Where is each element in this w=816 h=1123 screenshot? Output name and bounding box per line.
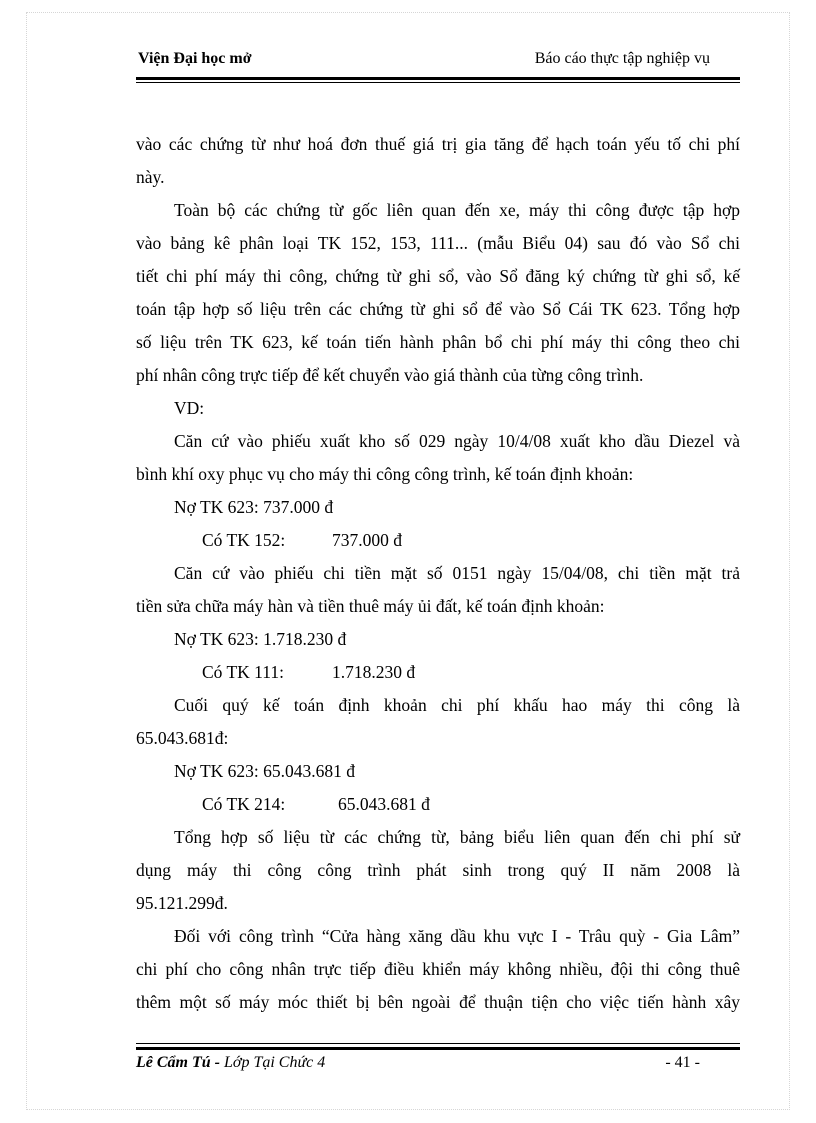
text-line: Tổng hợp số liệu từ các chứng từ, bảng biểu liên quan đến chi phí sử: [174, 827, 740, 847]
text-line: này.: [136, 167, 165, 187]
journal-credit-3: [202, 788, 602, 820]
page-number: - 41 -: [665, 1054, 700, 1071]
text-line: Cuối quý kế toán định khoản chi phí khấu hao máy thi công là: [174, 695, 740, 715]
text-line: toán tập hợp số liệu trên các chứng từ ghi sổ để vào Sổ Cái TK 623. Tổng hợp: [136, 299, 740, 319]
journal-credit-account: Có TK 214:: [202, 794, 286, 814]
footer-author: [136, 1054, 325, 1072]
text-line: phí nhân công trực tiếp để kết chuyển vào giá thành của từng công trình.: [136, 365, 644, 385]
text-line: Căn cứ vào phiếu chi tiền mặt số 0151 ngày 15/04/08, chi tiền mặt trả: [174, 563, 740, 583]
text-line: Toàn bộ các chứng từ gốc liên quan đến xe, máy thi công được tập hợp: [174, 200, 740, 220]
page-header: [136, 48, 740, 72]
footer-rule-thin: [136, 1043, 740, 1044]
text-line: vào các chứng từ như hoá đơn thuế giá trị gia tăng để hạch toán yếu tố chi phí: [136, 134, 740, 154]
text-line: dụng máy thi công công trình phát sinh trong quý II năm 2008 là: [136, 860, 740, 880]
text-line: tiền sửa chữa máy hàn và tiền thuê máy ủi đất, kế toán định khoản:: [136, 596, 605, 616]
journal-credit-amount: 65.043.681 đ: [338, 794, 430, 814]
text-line: 95.121.299đ.: [136, 893, 228, 913]
footer-author-name: Lê Cẩm Tú -: [136, 1054, 224, 1071]
journal-debit-3: Nợ TK 623: 65.043.681 đ: [174, 761, 356, 781]
header-rule-thick: [136, 77, 740, 80]
text-line: số liệu trên TK 623, kế toán tiến hành phân bổ chi phí máy thi công theo chi: [136, 332, 740, 352]
journal-credit-account: Có TK 152:: [202, 530, 286, 550]
text-line: Căn cứ vào phiếu xuất kho số 029 ngày 10/4/08 xuất kho dầu Diezel và: [174, 431, 740, 451]
text-line: chi phí cho công nhân trực tiếp điều khiển máy không nhiều, đội thi công thuê: [136, 959, 740, 979]
text-line: 65.043.681đ:: [136, 728, 229, 748]
header-rule-thin: [136, 82, 740, 83]
journal-credit-1: [202, 524, 602, 556]
text-line: vào bảng kê phân loại TK 152, 153, 111... (mẫu Biểu 04) sau đó vào Sổ chi: [136, 233, 740, 253]
text-line: thêm một số máy móc thiết bị bên ngoài để thuận tiện cho việc tiến hành xây: [136, 992, 740, 1012]
text-line: Đối với công trình “Cửa hàng xăng dầu khu vực I - Trâu quỳ - Gia Lâm”: [174, 926, 740, 946]
header-institution: Viện Đại học mở: [138, 50, 252, 67]
journal-credit-amount: 737.000 đ: [332, 530, 402, 550]
journal-credit-account: Có TK 111:: [202, 662, 284, 682]
header-report-title: Báo cáo thực tập nghiệp vụ: [534, 50, 710, 67]
journal-debit-1: Nợ TK 623: 737.000 đ: [174, 497, 334, 517]
text-line: tiết chi phí máy thi công, chứng từ ghi sổ, vào Sổ đăng ký chứng từ ghi sổ, kế: [136, 266, 740, 286]
journal-credit-2: [202, 656, 602, 688]
footer-rule-thick: [136, 1047, 740, 1050]
journal-debit-2: Nợ TK 623: 1.718.230 đ: [174, 629, 347, 649]
example-label: VD:: [174, 398, 205, 418]
page-footer: [136, 1052, 740, 1076]
text-line: bình khí oxy phục vụ cho máy thi công công trình, kế toán định khoản:: [136, 464, 634, 484]
footer-class-name: Lớp Tại Chức 4: [224, 1054, 326, 1071]
journal-credit-amount: 1.718.230 đ: [332, 662, 416, 682]
